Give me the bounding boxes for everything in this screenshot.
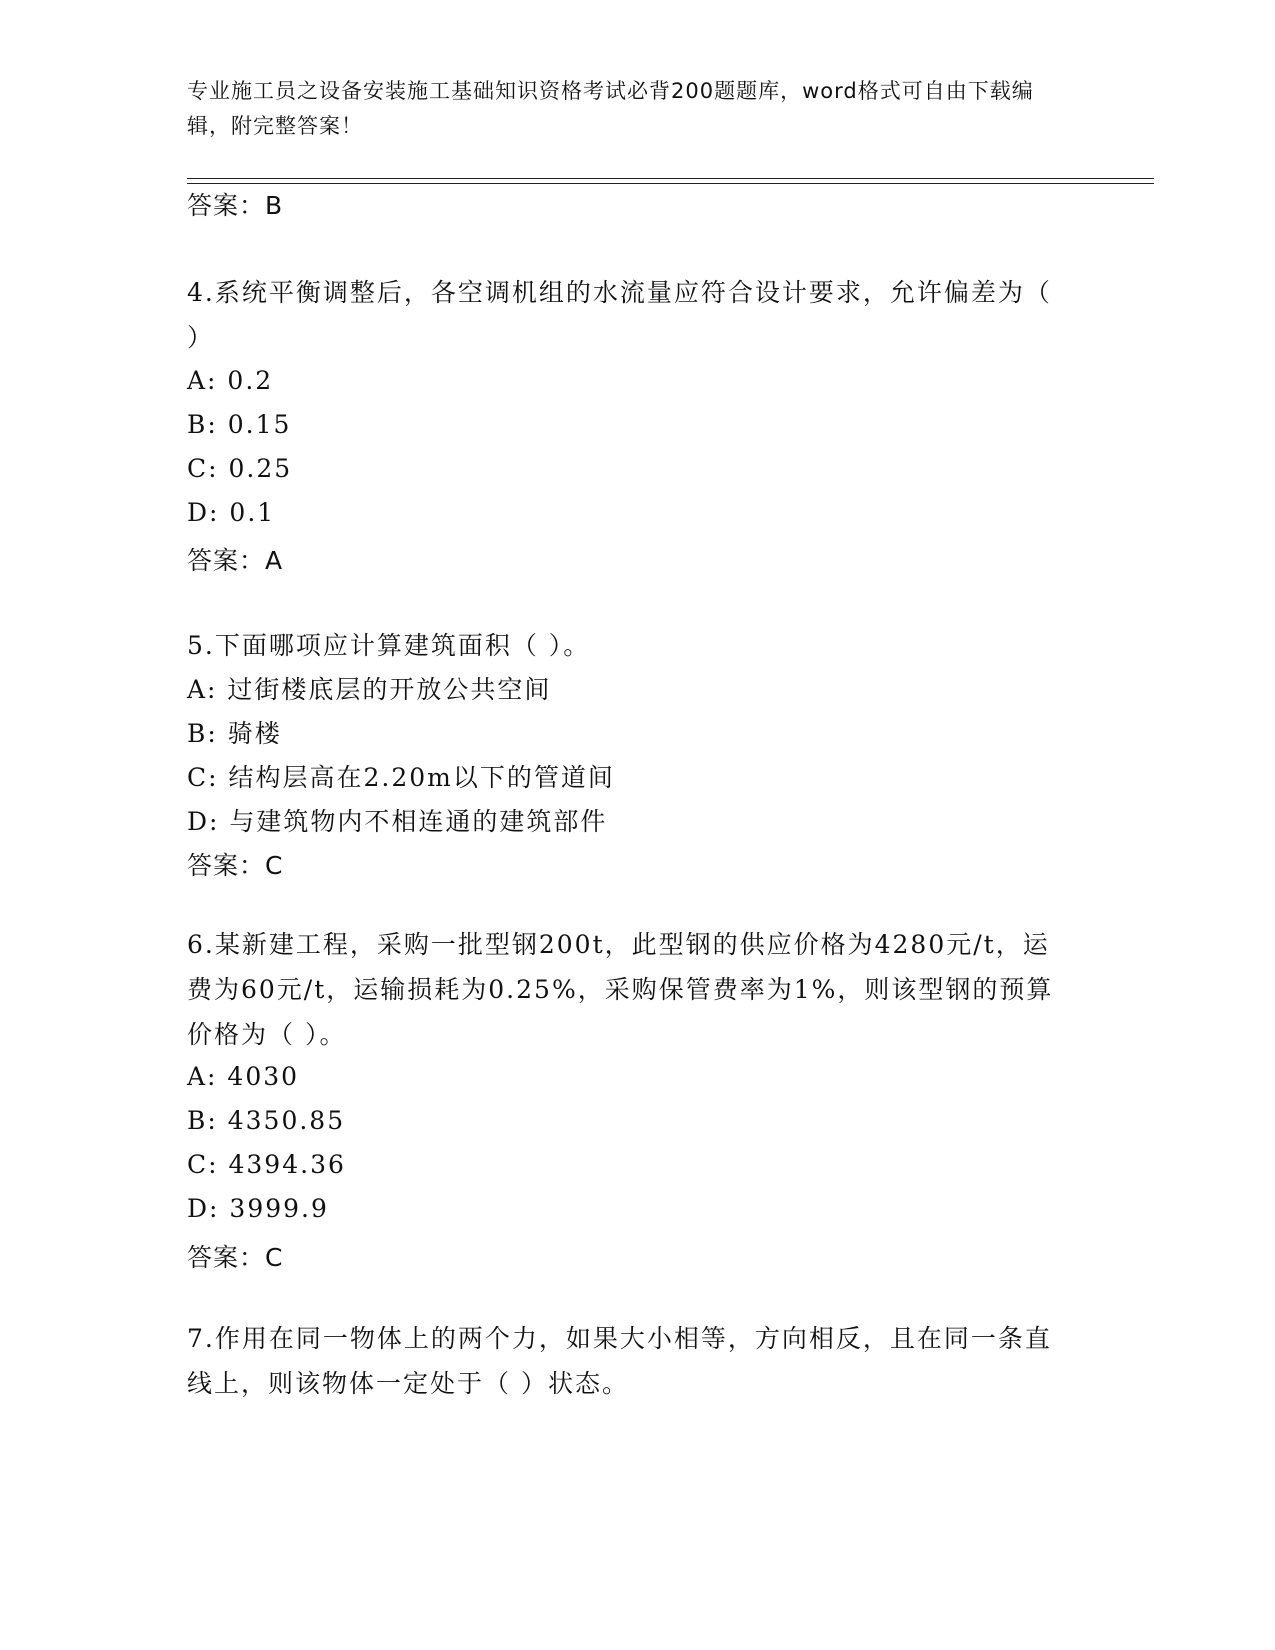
question-5-answer: 答案：C — [187, 851, 284, 880]
question-5-option-c: C: 结构层高在2.20m以下的管道间 — [187, 763, 615, 792]
header-divider-top — [187, 178, 1154, 179]
question-4-option-d: D: 0.1 — [187, 498, 276, 527]
document-title: 专业施工员之设备安装施工基础知识资格考试必背200题题库，word格式可自由下载编辑，附完整答案！ — [187, 79, 1034, 138]
question-5-option-d: D: 与建筑物内不相连通的建筑部件 — [187, 807, 608, 836]
question-5-stem: 5.下面哪项应计算建筑面积（ ）。 — [187, 631, 591, 660]
question-4-answer: 答案：A — [187, 546, 284, 575]
question-4-stem: 4.系统平衡调整后，各空调机组的水流量应符合设计要求，允许偏差为（ ） — [187, 278, 1052, 352]
question-4-option-c: C: 0.25 — [187, 454, 293, 483]
question-6-stem: 6.某新建工程，采购一批型钢200t，此型钢的供应价格为4280元/t，运费为60元/t，运输损耗为0.25%，采购保管费率为1%，则该型钢的预算价格为（ ）。 — [187, 930, 1054, 1049]
question-6-option-c: C: 4394.36 — [187, 1150, 346, 1179]
question-6-answer: 答案：C — [187, 1243, 284, 1272]
question-5-option-a: A: 过街楼底层的开放公共空间 — [187, 675, 552, 704]
question-4-option-a: A: 0.2 — [187, 366, 274, 395]
question-6-option-a: A: 4030 — [187, 1062, 300, 1091]
header-divider-bottom — [187, 183, 1154, 184]
question-4-option-b: B: 0.15 — [187, 410, 292, 439]
question-7-stem: 7.作用在同一物体上的两个力，如果大小相等，方向相反，且在同一条直线上，则该物体一定处于（ ）状态。 — [187, 1324, 1052, 1398]
answer-prev: 答案：B — [187, 191, 284, 220]
question-6-option-b: B: 4350.85 — [187, 1106, 346, 1135]
question-6-option-d: D: 3999.9 — [187, 1194, 329, 1223]
question-5-option-b: B: 骑楼 — [187, 719, 282, 748]
